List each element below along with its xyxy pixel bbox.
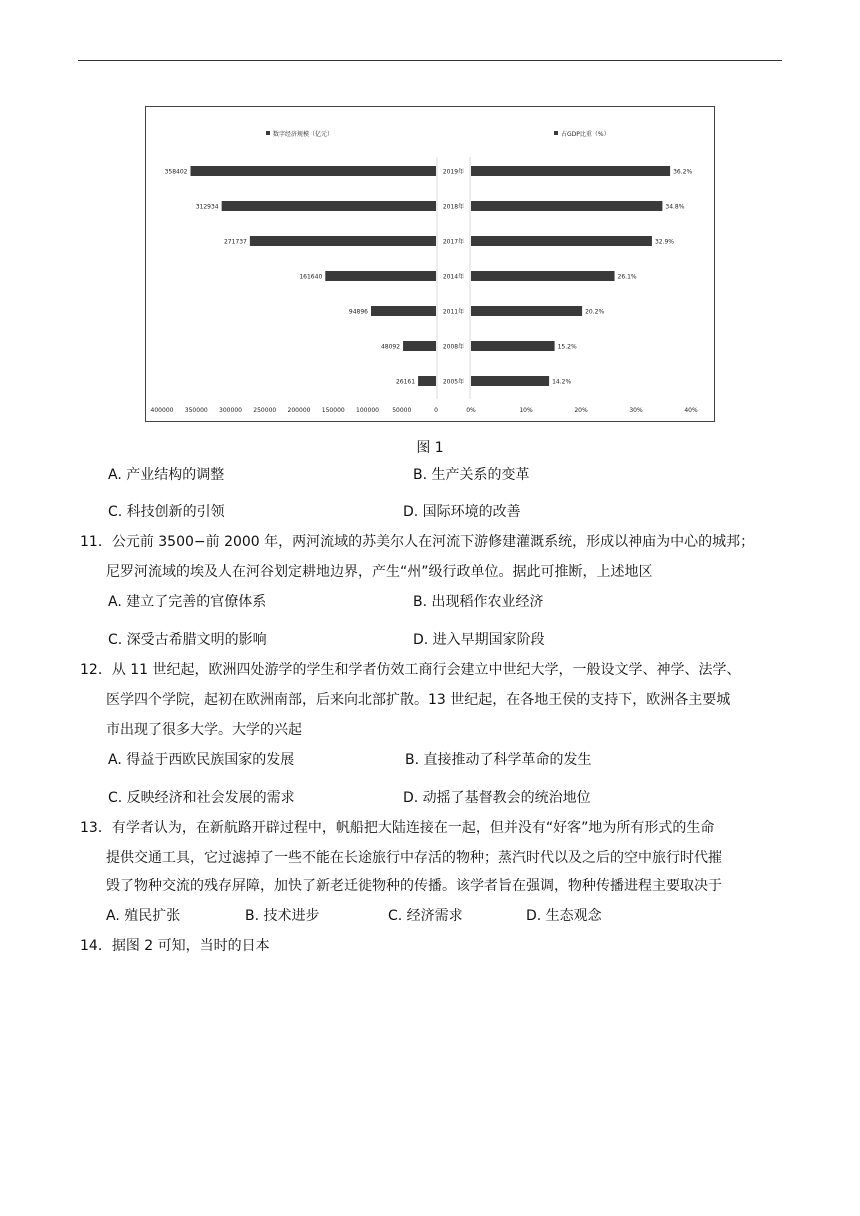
- tick-label-left: 200000: [287, 407, 311, 414]
- category-label: 2018年: [442, 203, 465, 211]
- tick-label-left: 0: [434, 407, 438, 414]
- tick-label-right: 20%: [574, 407, 588, 414]
- q11-option-d: D. 进入早期国家阶段: [413, 632, 545, 648]
- q10-option-d: D. 国际环境的改善: [403, 504, 521, 520]
- data-label-right: 32.9%: [654, 238, 675, 246]
- data-label-right: 20.2%: [585, 308, 605, 316]
- q13-option-c: C. 经济需求: [388, 908, 463, 924]
- q13-stem-line-3: 毁了物种交流的残存屏障，加快了新老迁徙物种的传播。该学者旨在强调，物种传播进程主要取决于: [106, 878, 722, 894]
- category-label: 2008年: [442, 343, 465, 351]
- bar-right: [471, 201, 662, 211]
- header-rule: [78, 60, 782, 61]
- q11-option-b: B. 出现稻作农业经济: [413, 594, 544, 610]
- data-label-left: 26161: [395, 378, 416, 386]
- q13-option-b: B. 技术进步: [245, 908, 320, 924]
- q10-option-b: B. 生产关系的变革: [413, 467, 530, 483]
- bar-right: [471, 306, 582, 316]
- data-label-right: 26.1%: [617, 273, 637, 281]
- legend-label-right: 占GDP比重（%）: [561, 131, 610, 138]
- bar-right: [471, 376, 549, 386]
- tick-label-left: 150000: [321, 407, 345, 414]
- tick-label-left: 300000: [219, 407, 242, 414]
- q12-option-b: B. 直接推动了科学革命的发生: [405, 752, 592, 768]
- data-label-left: 94896: [348, 308, 368, 316]
- data-label-right: 34.8%: [665, 203, 685, 211]
- figure-1-chart: [145, 106, 715, 422]
- bar-left: [250, 236, 436, 246]
- q13-stem-line-1: 13．有学者认为，在新航路开辟过程中，帆船把大陆连接在一起，但并没有“好客”地为所有形式的生命: [80, 820, 715, 836]
- q12-option-c: C. 反映经济和社会发展的需求: [108, 790, 295, 806]
- data-label-left: 271737: [223, 238, 247, 246]
- q10-option-c: C. 科技创新的引领: [108, 504, 225, 520]
- bar-right: [471, 341, 555, 351]
- category-label: 2017年: [442, 238, 465, 246]
- tick-label-left: 50000: [392, 407, 412, 414]
- data-label-left: 48092: [380, 343, 401, 351]
- q13-option-a: A. 殖民扩张: [106, 908, 181, 924]
- data-label-right: 15.2%: [557, 343, 577, 351]
- legend-label-left: 数字经济规模（亿元）: [273, 131, 334, 138]
- category-label: 2011年: [442, 308, 465, 316]
- q10-option-a: A. 产业结构的调整: [108, 467, 225, 483]
- bar-right: [471, 271, 615, 281]
- butterfly-bar-chart: [146, 107, 713, 420]
- tick-label-right: 0%: [466, 407, 476, 414]
- q12-option-d: D. 动摇了基督教会的统治地位: [403, 790, 591, 806]
- q11-option-a: A. 建立了完善的官僚体系: [108, 594, 267, 610]
- legend-swatch-left: [266, 131, 270, 135]
- q12-stem-line-1: 12．从 11 世纪起，欧洲四处游学的学生和学者仿效工商行会建立中世纪大学，一般设文学、神学、法学、: [80, 662, 741, 678]
- q14-stem: 14．据图 2 可知，当时的日本: [80, 938, 270, 954]
- q13-stem-line-2: 提供交通工具，它过滤掉了一些不能在长途旅行中存活的物种；蒸汽时代以及之后的空中旅行时代摧: [106, 850, 722, 866]
- bar-left: [190, 166, 436, 176]
- tick-label-right: 10%: [519, 407, 533, 414]
- tick-label-left: 400000: [150, 407, 174, 414]
- bar-left: [222, 201, 436, 211]
- q12-stem-line-2: 医学四个学院，起初在欧洲南部，后来向北部扩散。13 世纪起，在各地王侯的支持下，欧洲各主要城: [106, 692, 731, 708]
- data-label-left: 358402: [164, 168, 188, 176]
- tick-label-right: 30%: [629, 407, 643, 414]
- bar-left: [325, 271, 436, 281]
- data-label-left: 161640: [299, 273, 323, 281]
- bar-left: [371, 306, 436, 316]
- data-label-right: 14.2%: [552, 378, 572, 386]
- category-label: 2005年: [442, 378, 465, 386]
- bar-left: [418, 376, 436, 386]
- bar-right: [471, 166, 670, 176]
- q11-stem-line-1: 11．公元前 3500−前 2000 年，两河流域的苏美尔人在河流下游修建灌溉系统，形成以神庙为中心的城邦；: [80, 534, 755, 550]
- tick-label-left: 350000: [184, 407, 208, 414]
- tick-label-left: 100000: [356, 407, 379, 414]
- tick-label-left: 250000: [253, 407, 277, 414]
- q12-stem-line-3: 市出现了很多大学。大学的兴起: [106, 722, 302, 738]
- category-label: 2014年: [442, 273, 465, 281]
- q13-option-d: D. 生态观念: [526, 908, 602, 924]
- bar-left: [403, 341, 436, 351]
- data-label-left: 312934: [195, 203, 219, 211]
- data-label-right: 36.2%: [673, 168, 693, 176]
- category-label: 2019年: [442, 168, 465, 176]
- q11-option-c: C. 深受古希腊文明的影响: [108, 632, 267, 648]
- figure-caption: 图 1: [416, 440, 444, 456]
- bar-right: [471, 236, 652, 246]
- tick-label-right: 40%: [684, 407, 698, 414]
- legend-swatch-right: [554, 131, 558, 135]
- q12-option-a: A. 得益于西欧民族国家的发展: [108, 752, 295, 768]
- q11-stem-line-2: 尼罗河流域的埃及人在河谷划定耕地边界，产生“州”级行政单位。据此可推断，上述地区: [106, 564, 653, 580]
